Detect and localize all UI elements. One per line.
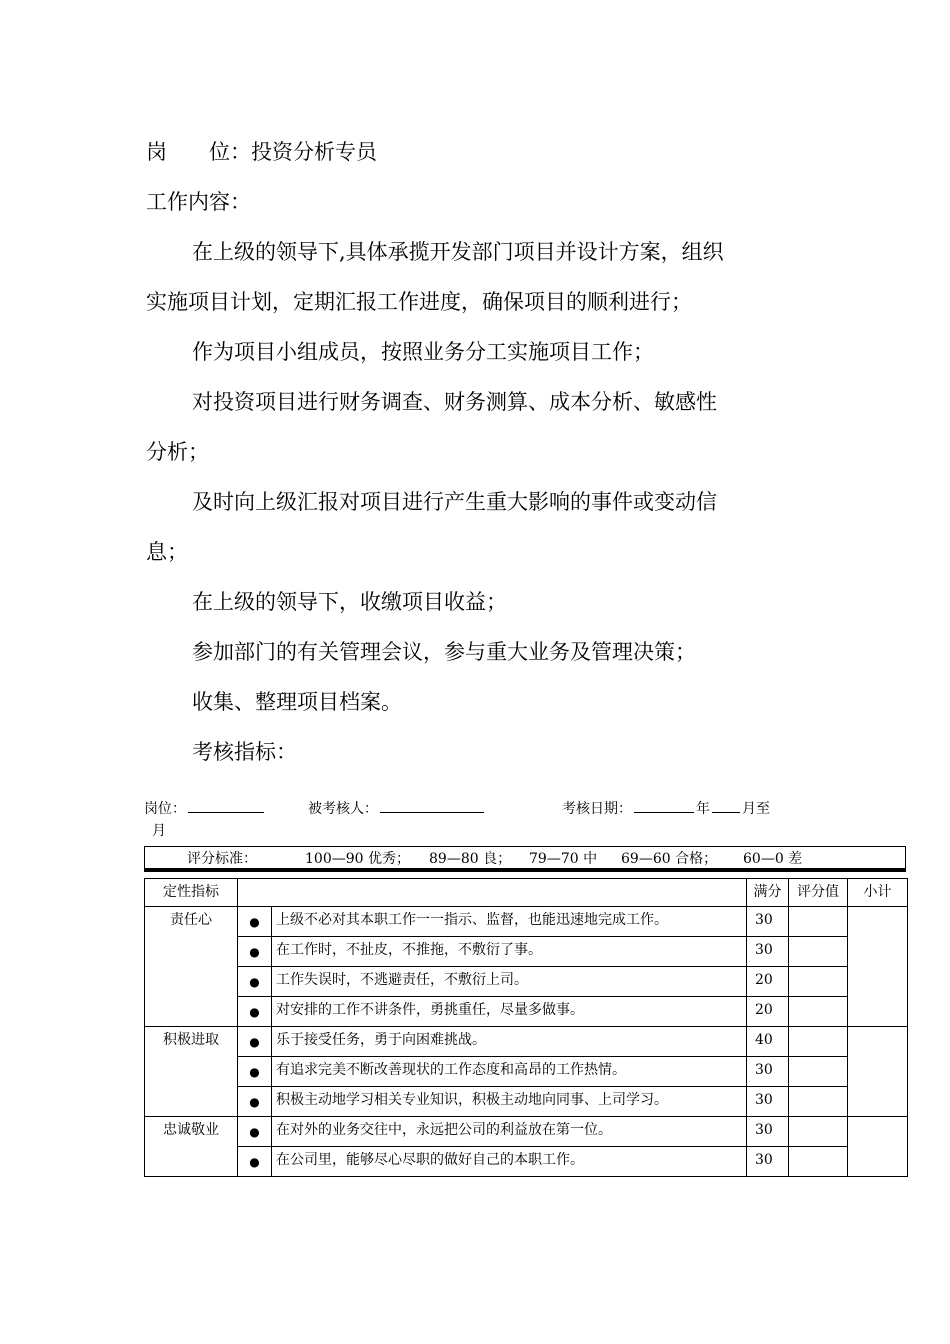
- bullet-icon: ●: [238, 1087, 272, 1117]
- category-cell: 积极进取: [145, 1027, 238, 1117]
- job-line: 在上级的领导下，收缴项目收益；: [192, 590, 507, 614]
- full-score: 20: [747, 997, 789, 1027]
- score-input-cell[interactable]: [789, 1027, 848, 1057]
- score-input-cell[interactable]: [789, 1147, 848, 1177]
- full-score: 20: [747, 967, 789, 997]
- criterion-text: 乐于接受任务，勇于向困难挑战。: [272, 1027, 747, 1057]
- table-row: [145, 1087, 908, 1117]
- bullet-icon: ●: [238, 1117, 272, 1147]
- job-line: 实施项目计划，定期汇报工作进度，确保项目的顺利进行；: [146, 290, 692, 314]
- criterion-text: 对安排的工作不讲条件，勇挑重任，尽量多做事。: [272, 997, 747, 1027]
- position-value: 投资分析专员: [251, 140, 377, 164]
- standard-label: 评分标准：: [187, 851, 257, 867]
- full-score: 30: [747, 1147, 789, 1177]
- category-cell: 忠诚敬业: [145, 1117, 238, 1177]
- assessment-form-header: [144, 798, 814, 842]
- table-row: [145, 1057, 908, 1087]
- score-input-cell[interactable]: [789, 937, 848, 967]
- table-row: [145, 1147, 908, 1177]
- header-blank: [238, 879, 747, 907]
- standard-poor: 60—0 差: [743, 851, 803, 867]
- post-label: 岗位：: [144, 801, 186, 817]
- criterion-text: 在工作时，不扯皮，不推拖，不敷衍了事。: [272, 937, 747, 967]
- job-content-label: 工作内容：: [146, 190, 251, 214]
- job-description: [146, 127, 826, 777]
- standard-medium: 79—70 中: [529, 851, 598, 867]
- bullet-icon: ●: [238, 1057, 272, 1087]
- full-score: 30: [747, 1117, 789, 1147]
- table-row: [145, 937, 908, 967]
- job-content-lines: [146, 227, 826, 777]
- job-line: 收集、整理项目档案。: [192, 690, 402, 714]
- score-input-cell[interactable]: [789, 1117, 848, 1147]
- job-line: 及时向上级汇报对项目进行产生重大影响的事件或变动信: [192, 490, 717, 514]
- table-row: [145, 997, 908, 1027]
- score-input-cell[interactable]: [789, 997, 848, 1027]
- table-header-row: [145, 879, 908, 907]
- criterion-text: 积极主动地学习相关专业知识，积极主动地向同事、上司学习。: [272, 1087, 747, 1117]
- bullet-icon: ●: [238, 907, 272, 937]
- table-row: [145, 1027, 908, 1057]
- job-line: 分析；: [146, 440, 209, 464]
- criterion-text: 在对外的业务交往中，永远把公司的利益放在第一位。: [272, 1117, 747, 1147]
- bullet-icon: ●: [238, 937, 272, 967]
- scoring-standard-bar: [144, 846, 906, 872]
- bullet-icon: ●: [238, 967, 272, 997]
- criterion-text: 有追求完美不断改善现状的工作态度和高昂的工作热情。: [272, 1057, 747, 1087]
- job-line: 作为项目小组成员，按照业务分工实施项目工作；: [192, 340, 654, 364]
- full-score: 30: [747, 907, 789, 937]
- year-label: 年: [696, 801, 710, 817]
- subtotal-cell[interactable]: [848, 1117, 908, 1177]
- job-line: 息；: [146, 540, 188, 564]
- subtotal-cell[interactable]: [848, 907, 908, 1027]
- criterion-text: 工作失误时，不逃避责任，不敷衍上司。: [272, 967, 747, 997]
- score-input-cell[interactable]: [789, 1057, 848, 1087]
- month-to-label: 月至: [742, 801, 770, 817]
- date-month-blank[interactable]: [712, 798, 740, 813]
- assessee-label: 被考核人：: [308, 801, 378, 817]
- assessee-blank[interactable]: [380, 798, 484, 813]
- full-score: 30: [747, 937, 789, 967]
- full-score: 40: [747, 1027, 789, 1057]
- standard-excellent: 100—90 优秀；: [305, 851, 410, 867]
- standard-good: 89—80 良；: [429, 851, 512, 867]
- criterion-text: 上级不必对其本职工作一一指示、监督，也能迅速地完成工作。: [272, 907, 747, 937]
- assessment-table: [144, 878, 908, 1177]
- bullet-icon: ●: [238, 1027, 272, 1057]
- month-label: 月: [152, 823, 166, 839]
- bullet-icon: ●: [238, 997, 272, 1027]
- job-line: 参加部门的有关管理会议，参与重大业务及管理决策；: [192, 640, 696, 664]
- score-input-cell[interactable]: [789, 1087, 848, 1117]
- job-line: 对投资项目进行财务调查、财务测算、成本分析、敏感性: [192, 390, 717, 414]
- table-row: [145, 967, 908, 997]
- criterion-text: 在公司里，能够尽心尽职的做好自己的本职工作。: [272, 1147, 747, 1177]
- date-label: 考核日期：: [562, 801, 632, 817]
- position-line: [146, 127, 826, 177]
- job-line: 考核指标：: [192, 740, 297, 764]
- date-year-blank[interactable]: [634, 798, 694, 813]
- category-cell: 责任心: [145, 907, 238, 1027]
- header-qualitative: 定性指标: [145, 879, 238, 907]
- bullet-icon: ●: [238, 1147, 272, 1177]
- full-score: 30: [747, 1057, 789, 1087]
- table-row: [145, 907, 908, 937]
- score-input-cell[interactable]: [789, 967, 848, 997]
- subtotal-cell[interactable]: [848, 1027, 908, 1117]
- full-score: 30: [747, 1087, 789, 1117]
- position-label: 岗 位：: [146, 140, 251, 164]
- job-line: 在上级的领导下,具体承揽开发部门项目并设计方案，组织: [192, 240, 724, 264]
- standard-pass: 69—60 合格；: [621, 851, 718, 867]
- header-full-score: 满分: [747, 879, 789, 907]
- table-row: [145, 1117, 908, 1147]
- score-input-cell[interactable]: [789, 907, 848, 937]
- post-blank[interactable]: [188, 798, 264, 813]
- header-score-value: 评分值: [789, 879, 848, 907]
- header-subtotal: 小计: [848, 879, 908, 907]
